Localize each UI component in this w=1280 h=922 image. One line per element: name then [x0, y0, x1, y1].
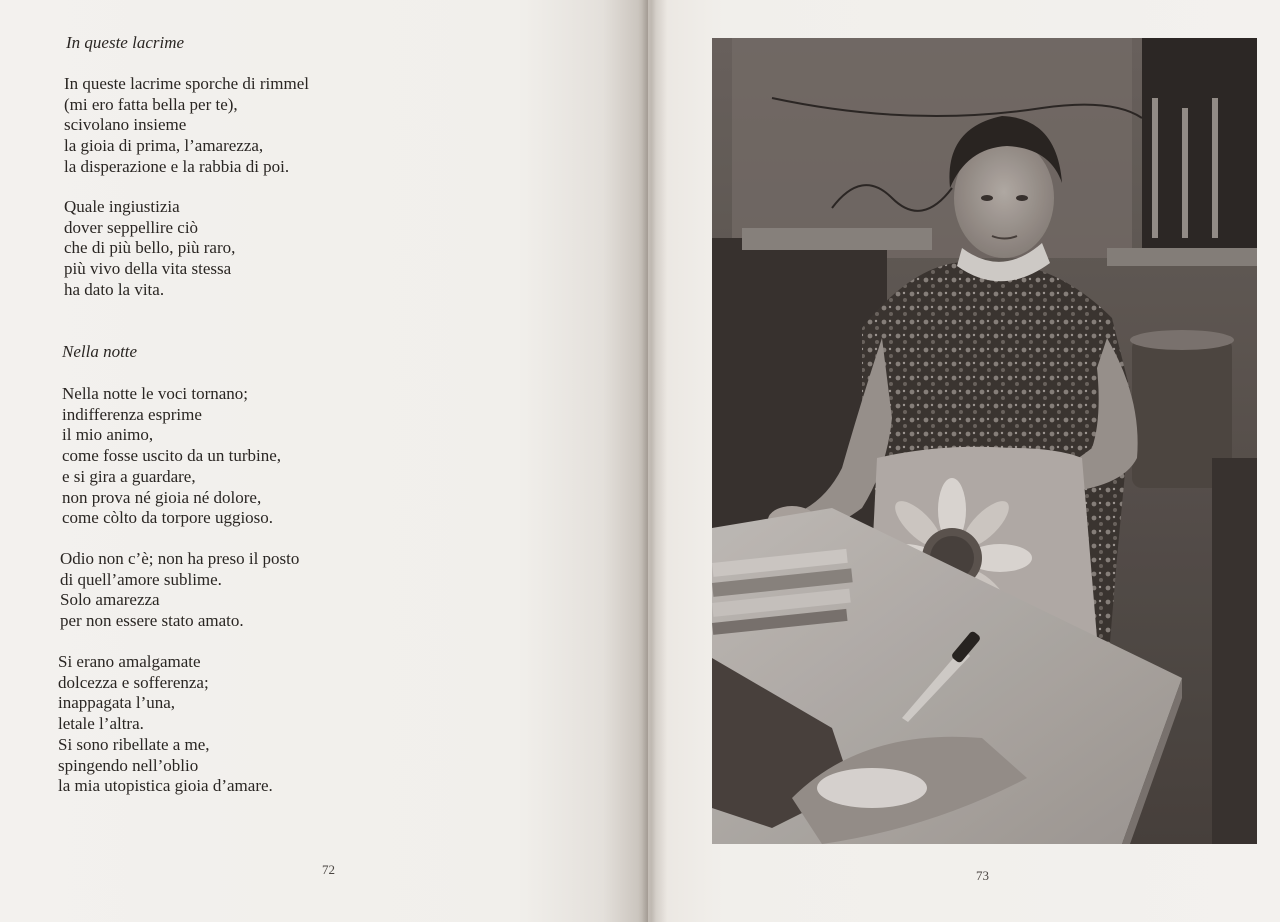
verse-line: che di più bello, più raro,	[64, 238, 236, 258]
verse-line: indifferenza esprime	[62, 404, 202, 424]
stanza	[64, 74, 309, 178]
verse-line: Nella notte le voci tornano;	[62, 384, 248, 403]
verse-line: (mi ero fatta bella per te),	[64, 94, 238, 114]
verse-line: In queste lacrime sporche di rimmel	[64, 74, 309, 93]
verse-line: inappagata l’una,	[58, 693, 176, 713]
page-number: 73	[976, 868, 989, 883]
verse-line: Si sono ribellate a me,	[58, 734, 210, 754]
stanza	[64, 197, 235, 301]
verse-line: e si gira a guardare,	[62, 466, 196, 486]
verse-line: letale l’altra.	[58, 714, 144, 734]
verse-line: scivolano insieme	[64, 115, 187, 135]
right-page	[648, 0, 1280, 922]
verse-line: spingendo nell’oblio	[58, 755, 199, 775]
verse-line: come fosse uscito da un turbine,	[62, 446, 282, 466]
verse-line: di quell’amore sublime.	[60, 569, 222, 589]
verse-line: ha dato la vita.	[64, 279, 165, 299]
page-number: 72	[322, 862, 335, 877]
book-gutter	[638, 0, 668, 922]
poem-title: In queste lacrime	[66, 33, 185, 52]
kitchen-photo	[712, 38, 1257, 844]
verse-line: la mia utopistica gioia d’amare.	[58, 776, 273, 796]
verse-line: Si erano amalgamate	[58, 652, 201, 671]
verse-line: non prova né gioia né dolore,	[62, 487, 262, 507]
verse-line: la disperazione e la rabbia di poi.	[64, 156, 290, 176]
verse-line: la gioia di prima, l’amarezza,	[64, 136, 264, 156]
stanza	[58, 652, 273, 797]
verse-line: Solo amarezza	[60, 590, 160, 610]
verse-line: dolcezza e sofferenza;	[58, 672, 209, 692]
verse-line: più vivo della vita stessa	[64, 259, 232, 279]
stanza	[62, 384, 281, 529]
verse-line: come còlto da torpore uggioso.	[62, 508, 274, 528]
verse-line: dover seppellire ciò	[64, 217, 199, 237]
verse-line: Odio non c’è; non ha preso il posto	[60, 549, 300, 568]
stanza	[60, 549, 299, 632]
poem-title: Nella notte	[62, 342, 138, 361]
verse-line: Quale ingiustizia	[64, 197, 180, 216]
verse-line: per non essere stato amato.	[60, 611, 244, 631]
verse-line: il mio animo,	[62, 425, 154, 445]
